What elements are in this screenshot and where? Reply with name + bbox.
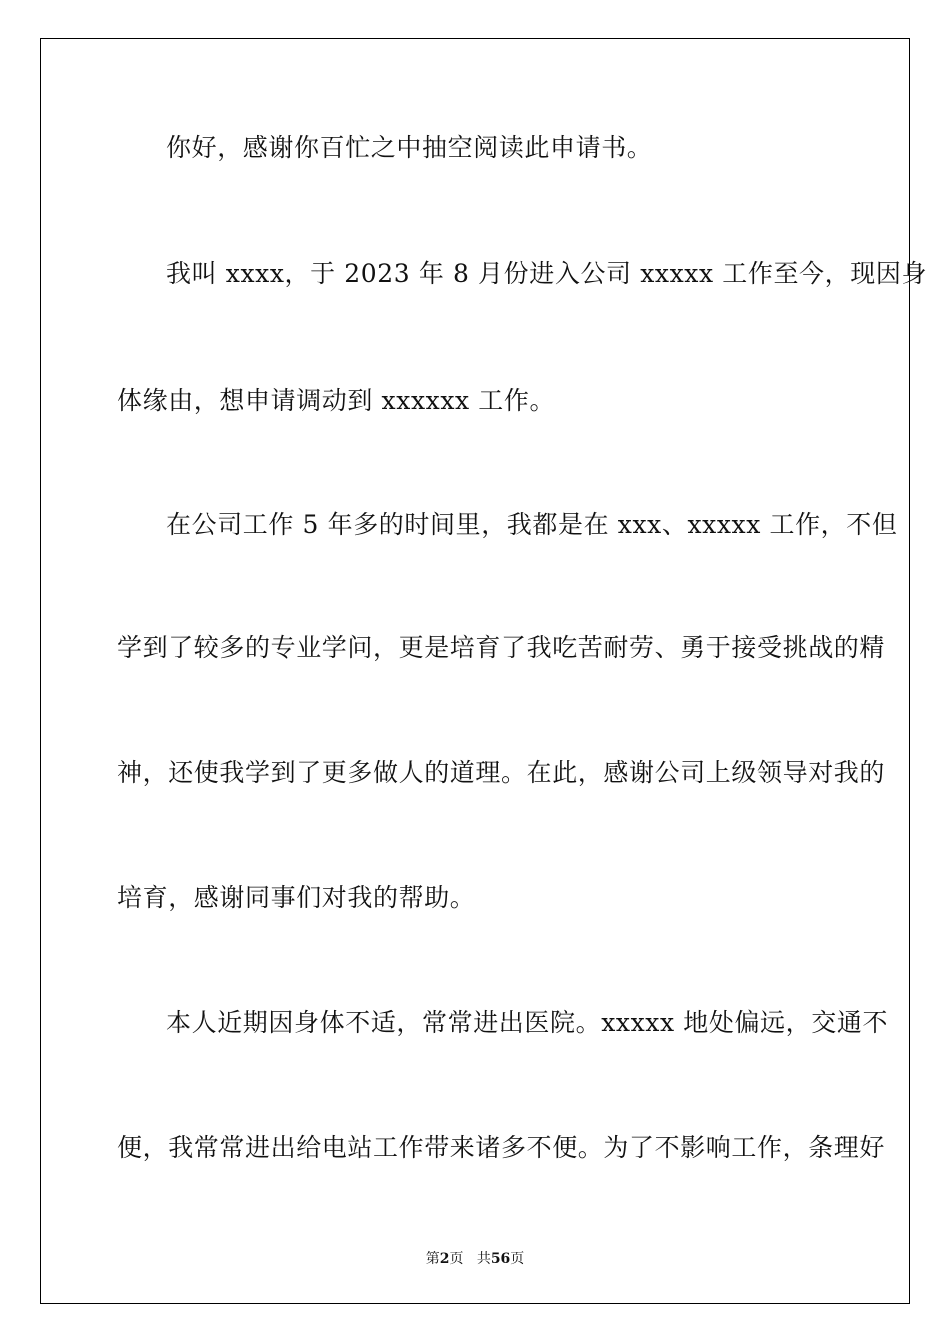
paragraph-line: 本人近期因身体不适，常常进出医院。xxxxx 地处偏远，交通不 [166,1008,889,1037]
total-prefix: 共 [476,1251,491,1267]
page-current: 2 [439,1251,450,1267]
total-suffix: 页 [510,1251,525,1267]
page-border [40,38,928,1304]
paragraph-line: 培育，感谢同事们对我的帮助。 [117,883,476,912]
paragraph-line: 在公司工作 5 年多的时间里，我都是在 xxx、xxxxx 工作，不但 [166,510,898,539]
paragraph-line: 我叫 xxxx，于 2023 年 8 月份进入公司 xxxxx 工作至今，现因身 [166,259,928,288]
paragraph-line: 便，我常常进出给电站工作带来诸多不便。为了不影响工作，条理好 [117,1133,886,1162]
page-prefix: 第 [425,1251,440,1267]
paragraph-line: 神，还使我学到了更多做人的道理。在此，感谢公司上级领导对我的 [117,758,886,787]
paragraph-line: 你好，感谢你百忙之中抽空阅读此申请书。 [166,133,653,162]
page-total: 56 [490,1251,511,1267]
page-footer [0,1248,950,1268]
paragraph-line: 学到了较多的专业学问，更是培育了我吃苦耐劳、勇于接受挑战的精 [117,633,886,662]
paragraph-line: 体缘由，想申请调动到 xxxxxx 工作。 [117,386,556,415]
page-suffix: 页 [449,1251,464,1267]
